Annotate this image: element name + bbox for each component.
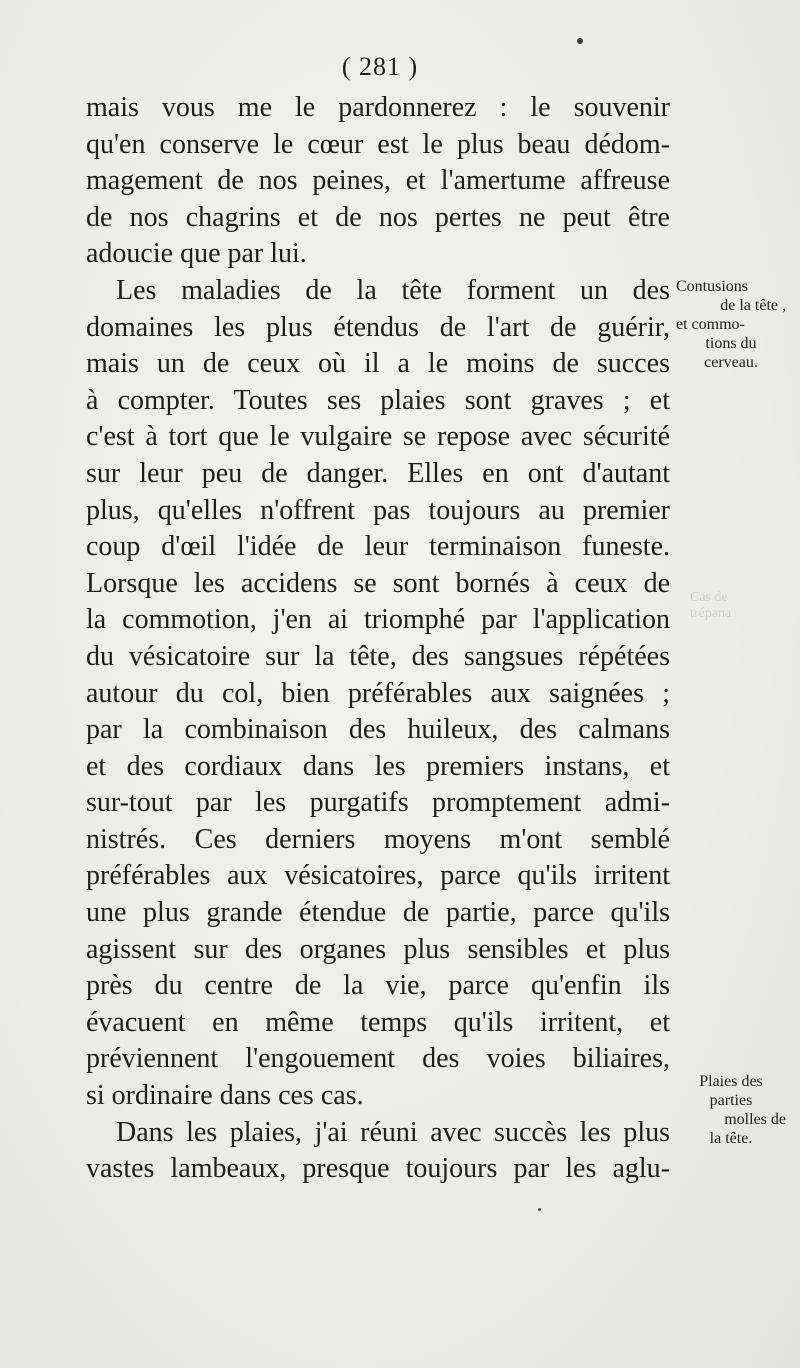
text-line: sur leur peu de danger. Elles en ont d'autant <box>86 457 670 489</box>
text-line: coup d'œil l'idée de leur terminaison funeste. <box>86 531 670 563</box>
text-line: si ordinaire dans ces cas. <box>86 1080 364 1112</box>
page-number: ( 281 ) <box>341 52 419 81</box>
margin-note-line: molles de <box>724 1111 786 1128</box>
text-line: adoucie que par lui. <box>86 238 307 270</box>
text-line: Lorsque les accidens se sont bornés à ceux de <box>86 567 670 599</box>
text-line: mais vous me le pardonnerez : le souvenir <box>86 92 670 123</box>
text-line: agissent sur des organes plus sensibles et plus <box>86 933 670 965</box>
text-line: du vésicatoire sur la tête, des sangsues répétées <box>86 640 670 672</box>
ink-spot <box>538 1208 541 1211</box>
text-line: nistrés. Ces derniers moyens m'ont semblé <box>86 823 670 855</box>
margin-note-line: tions du <box>705 335 757 352</box>
text-line: Dans les plaies, j'ai réuni avec succès les plus <box>116 1116 670 1148</box>
bleed-through-line: Cas de <box>690 590 728 605</box>
text-line: sur-tout par les purgatifs promptement admi- <box>86 787 670 819</box>
margin-note-line: Plaies des <box>699 1073 763 1090</box>
text-line: une plus grande étendue de partie, parce qu'ils <box>86 897 670 929</box>
margin-note-line: Contusions <box>676 278 749 295</box>
text-line: évacuent en même temps qu'ils irritent, et <box>86 1006 670 1038</box>
text-line: et des cordiaux dans les premiers instans, et <box>86 750 670 782</box>
margin-note-line: et commo- <box>676 316 745 333</box>
text-line: à compter. Toutes ses plaies sont graves ; et <box>86 384 670 416</box>
margin-note-line: parties <box>709 1092 753 1109</box>
text-line: c'est à tort que le vulgaire se repose avec sécurité <box>86 421 670 453</box>
text-line: domaines les plus étendus de l'art de guérir, <box>86 311 670 343</box>
text-line: près du centre de la vie, parce qu'enfin ils <box>86 970 670 1002</box>
margin-note-line: cerveau. <box>704 354 758 371</box>
margin-note-line: la tête. <box>709 1130 753 1147</box>
text-line: mais un de ceux où il a le moins de succes <box>86 348 670 380</box>
text-line: préférables aux vésicatoires, parce qu'ils irritent <box>86 860 670 892</box>
bleed-through-line: trépana <box>690 606 732 621</box>
margin-note-plaies <box>676 1072 786 1148</box>
text-line: autour du col, bien préférables aux saignées ; <box>86 677 670 709</box>
text-line: qu'en conserve le cœur est le plus beau dédom- <box>86 128 670 160</box>
ink-spot <box>577 38 583 44</box>
text-line: vastes lambeaux, presque toujours par les aglu- <box>86 1153 670 1185</box>
text-line: par la combinaison des huileux, des calmans <box>86 714 670 746</box>
margin-note-line: de la tête , <box>720 297 786 314</box>
text-line: magement de nos peines, et l'amertume affreuse <box>86 165 670 197</box>
margin-note-contusions <box>676 277 786 372</box>
bleed-through-text <box>690 590 770 630</box>
body-text <box>86 90 670 1188</box>
text-line: la commotion, j'en ai triomphé par l'application <box>86 604 670 636</box>
text-line: de nos chagrins et de nos pertes ne peut être <box>86 201 670 233</box>
text-line: préviennent l'engouement des voies biliaires, <box>86 1043 670 1075</box>
text-line: Les maladies de la tête forment un des <box>116 274 670 306</box>
text-line: plus, qu'elles n'offrent pas toujours au premier <box>86 494 670 526</box>
